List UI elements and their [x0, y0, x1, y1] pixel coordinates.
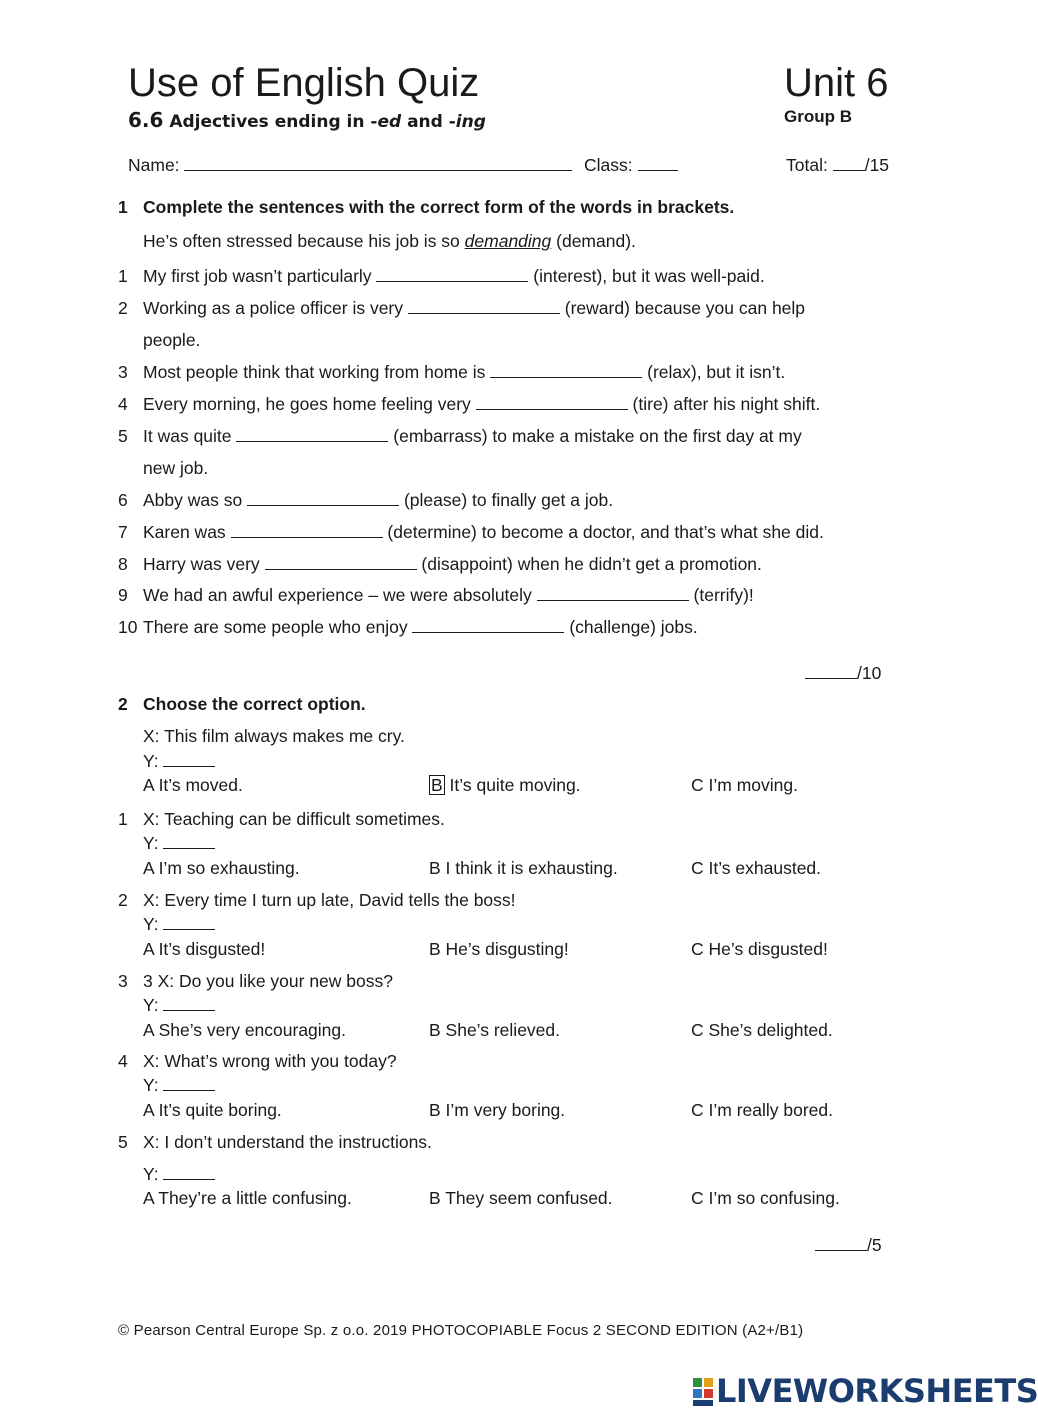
item-number: 7 [118, 522, 128, 542]
item-number: 2 [118, 298, 128, 318]
gap-fill-input[interactable] [476, 394, 628, 410]
item-number: 4 [118, 1051, 128, 1071]
option-a[interactable]: A It’s quite boring. [143, 1100, 282, 1120]
example-option-a: A It’s moved. [143, 775, 243, 795]
item-text [143, 265, 765, 287]
option-c[interactable]: C She’s delighted. [691, 1020, 833, 1040]
item-text [143, 553, 762, 575]
item-text-after: (challenge) jobs. [564, 617, 698, 637]
example-before: He’s often stressed because his job is so [143, 231, 465, 251]
gap-fill-input[interactable] [412, 617, 564, 633]
item-number: 5 [118, 1132, 128, 1152]
gap-fill-input[interactable] [537, 585, 689, 601]
exercise2-number: 2 [118, 694, 128, 714]
option-c[interactable]: C It’s exhausted. [691, 858, 822, 878]
group-label: Group B [784, 107, 852, 126]
item-prompt: X: Every time I turn up late, David tells the boss! [143, 890, 516, 910]
answer-input[interactable] [163, 995, 215, 1011]
option-c[interactable]: C He’s disgusted! [691, 939, 828, 959]
class-label: Class: [584, 155, 633, 175]
item-continuation: new job. [143, 458, 209, 478]
item-prompt: X: I don’t understand the instructions. [143, 1132, 432, 1152]
section-title-prefix: Adjectives ending in - [169, 112, 378, 132]
answer-input[interactable] [163, 914, 215, 930]
item-number: 10 [118, 617, 138, 637]
option-b[interactable]: B I think it is exhausting. [429, 858, 618, 878]
exercise2-score-max: /5 [867, 1235, 882, 1255]
item-text-before: My first job wasn’t particularly [143, 266, 377, 286]
item-text-after: (determine) to become a doctor, and that’s what she did. [382, 522, 824, 542]
item-text-after: (reward) because you can help [559, 298, 806, 318]
answer-input[interactable] [163, 1164, 215, 1180]
y-label: Y: [143, 914, 159, 934]
item-number: 3 [118, 362, 128, 382]
example-option-b-text: It’s quite moving. [444, 775, 581, 795]
example-option-c: C I’m moving. [691, 775, 798, 795]
item-number: 3 [118, 971, 128, 991]
option-a[interactable]: A I’m so exhausting. [143, 858, 300, 878]
example-answer: demanding [464, 231, 552, 251]
y-label: Y: [143, 995, 159, 1015]
section-and: and - [401, 112, 456, 132]
total-max: /15 [864, 155, 890, 175]
liveworksheets-logo-icon [692, 1377, 714, 1407]
item-text-before: It was quite [143, 426, 237, 446]
item-number: 1 [118, 266, 128, 286]
exercise1-instruction: Complete the sentences with the correct form of the words in brackets. [143, 197, 735, 217]
item-text-before: Abby was so [143, 490, 248, 510]
item-text-after: (tire) after his night shift. [627, 394, 821, 414]
item-number: 2 [118, 890, 128, 910]
item-number: 6 [118, 490, 128, 510]
item-text [143, 616, 698, 638]
item-text [143, 584, 754, 606]
unit-label: Unit 6 [784, 61, 889, 105]
option-a[interactable]: A She’s very encouraging. [143, 1020, 347, 1040]
y-label: Y: [143, 751, 159, 771]
option-b[interactable]: B He’s disgusting! [429, 939, 569, 959]
name-label: Name: [128, 155, 180, 175]
item-text [143, 489, 613, 511]
gap-fill-input[interactable] [236, 426, 388, 442]
option-b[interactable]: B She’s relieved. [429, 1020, 561, 1040]
page-title: Use of English Quiz [128, 61, 480, 105]
example-option-b-letter: B [431, 775, 443, 795]
y-label: Y: [143, 833, 159, 853]
class-line [584, 154, 678, 176]
liveworksheets-logo-text: LIVEWORKSHEETS [716, 1372, 1038, 1410]
exercise2-example-x: X: This film always makes me cry. [143, 726, 405, 746]
item-prompt: 3 X: Do you like your new boss? [143, 971, 393, 991]
option-b[interactable]: B They seem confused. [429, 1188, 613, 1208]
item-text-after: (terrify)! [688, 585, 754, 605]
item-text [143, 361, 785, 383]
item-text [143, 393, 820, 415]
exercise2-score [815, 1234, 882, 1256]
total-input[interactable] [833, 155, 865, 171]
item-text-before: There are some people who enjoy [143, 617, 413, 637]
item-text-after: (embarrass) to make a mistake on the first day at my [388, 426, 802, 446]
item-text-before: Most people think that working from home is [143, 362, 491, 382]
item-text-before: Every morning, he goes home feeling very [143, 394, 476, 414]
item-prompt: X: Teaching can be difficult sometimes. [143, 809, 445, 829]
exercise2-example-y [143, 750, 215, 772]
item-number: 1 [118, 809, 128, 829]
option-c[interactable]: C I’m so confusing. [691, 1188, 840, 1208]
gap-fill-input[interactable] [265, 554, 417, 570]
item-text [143, 425, 802, 447]
item-text-before: Karen was [143, 522, 231, 542]
section-ing: ing [455, 112, 486, 132]
item-text [143, 521, 824, 543]
exercise1-number: 1 [118, 197, 128, 217]
class-input[interactable] [638, 155, 678, 171]
answer-line [143, 1074, 215, 1096]
item-number: 8 [118, 554, 128, 574]
answer-input[interactable] [163, 1075, 215, 1091]
option-a[interactable]: A It’s disgusted! [143, 939, 266, 959]
copyright-footer: © Pearson Central Europe Sp. z o.o. 2019 PHOTOCOPIABLE Focus 2 SECOND EDITION (A2+/B1) [118, 1322, 804, 1339]
item-text-after: (interest), but it was well-paid. [528, 266, 765, 286]
section-number: 6.6 [128, 108, 164, 132]
item-continuation: people. [143, 330, 201, 350]
example-option-b [429, 774, 581, 796]
name-input[interactable] [184, 155, 572, 171]
section-title [128, 108, 486, 132]
item-number: 5 [118, 426, 128, 446]
y-label: Y: [143, 1164, 159, 1184]
item-text-before: Working as a police officer is very [143, 298, 408, 318]
y-label: Y: [143, 1075, 159, 1095]
gap-fill-input[interactable] [376, 266, 528, 282]
y-answer-blank [163, 751, 215, 767]
option-c[interactable]: C I’m really bored. [691, 1100, 833, 1120]
item-text-after: (disappoint) when he didn’t get a promotion. [416, 554, 762, 574]
total-line [786, 154, 889, 176]
answer-input[interactable] [163, 833, 215, 849]
total-label: Total: [786, 155, 828, 175]
item-number: 4 [118, 394, 128, 414]
item-text-after: (relax), but it isn’t. [642, 362, 786, 382]
exercise1-example [143, 230, 636, 252]
exercise2-instruction: Choose the correct option. [143, 694, 366, 714]
gap-fill-input[interactable] [247, 490, 399, 506]
section-ed: ed [377, 112, 402, 132]
example-after: (demand). [551, 231, 636, 251]
answer-line [143, 994, 215, 1016]
item-text [143, 297, 805, 319]
gap-fill-input[interactable] [408, 298, 560, 314]
answer-line [143, 1163, 215, 1185]
option-b[interactable]: B I’m very boring. [429, 1100, 566, 1120]
exercise1-score [805, 662, 881, 684]
exercise1-score-max: /10 [857, 663, 882, 683]
answer-line [143, 832, 215, 854]
answer-line [143, 913, 215, 935]
gap-fill-input[interactable] [231, 522, 383, 538]
item-text-before: We had an awful experience – we were absolutely [143, 585, 537, 605]
item-text-after: (please) to finally get a job. [399, 490, 614, 510]
item-number: 9 [118, 585, 128, 605]
item-prompt: X: What’s wrong with you today? [143, 1051, 397, 1071]
exercise2-score-input[interactable] [815, 1235, 867, 1251]
gap-fill-input[interactable] [490, 362, 642, 378]
option-a[interactable]: A They’re a little confusing. [143, 1188, 352, 1208]
name-line [128, 154, 572, 176]
item-text-before: Harry was very [143, 554, 265, 574]
exercise1-score-input[interactable] [805, 663, 857, 679]
